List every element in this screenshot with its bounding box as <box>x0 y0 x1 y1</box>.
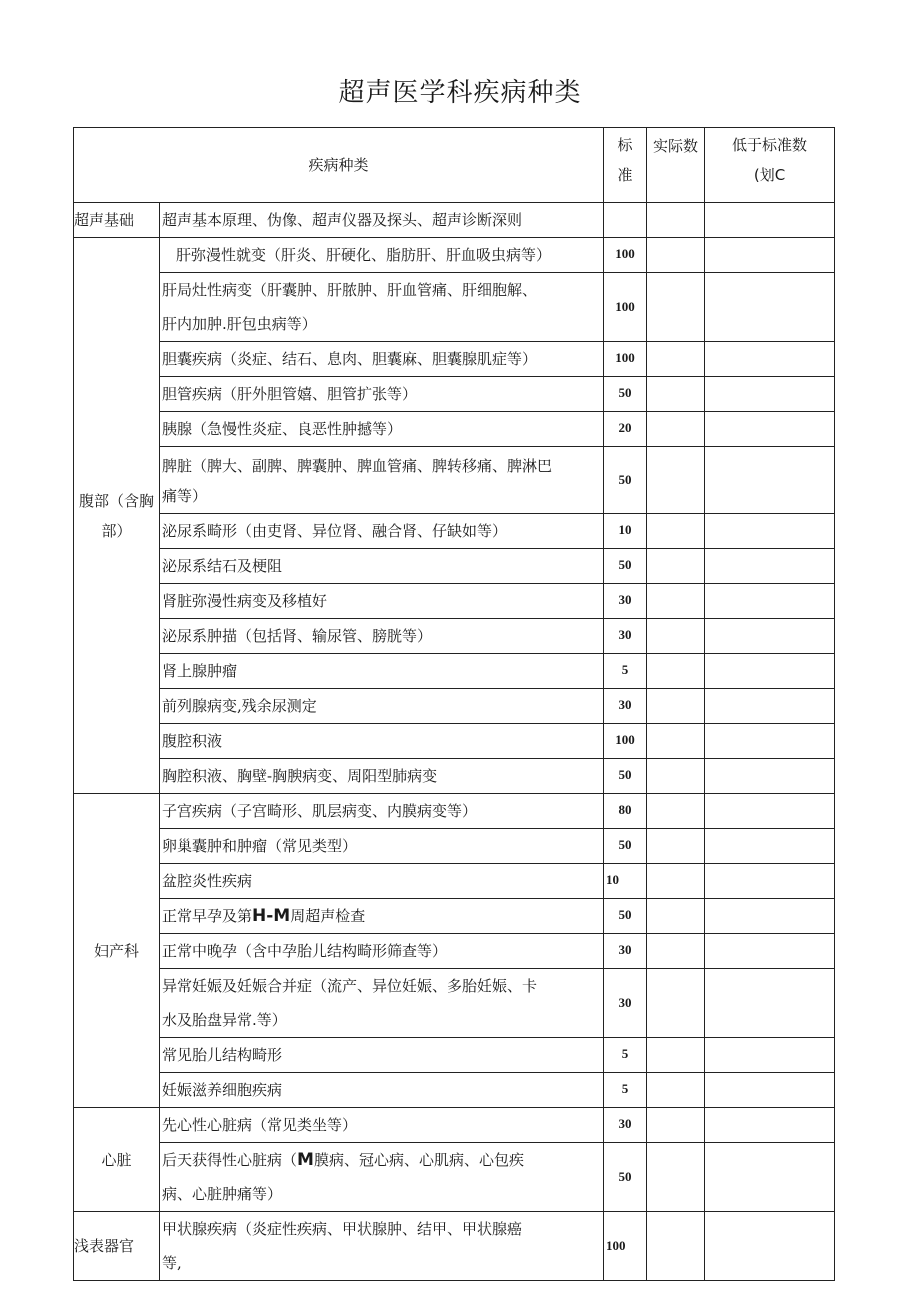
category-obgyn: 妇产科 <box>74 794 160 1108</box>
row-desc: 泌尿系肿描（包括肾、输尿管、膀胱等） <box>160 619 604 654</box>
table-row <box>74 203 835 238</box>
actual-cell[interactable] <box>647 238 705 273</box>
row-desc: 卵巢囊肿和肿瘤（常见类型） <box>160 829 604 864</box>
actual-cell[interactable] <box>647 1038 705 1073</box>
actual-cell[interactable] <box>647 203 705 238</box>
std-cell: 50 <box>604 1143 647 1212</box>
std-cell: 50 <box>604 759 647 794</box>
std-cell: 50 <box>604 899 647 934</box>
below-cell[interactable] <box>705 794 835 829</box>
row-desc: 泌尿系畸形（由吏肾、异位肾、融合肾、仔缺如等） <box>160 514 604 549</box>
actual-cell[interactable] <box>647 1073 705 1108</box>
std-cell: 10 <box>604 514 647 549</box>
std-cell: 30 <box>604 584 647 619</box>
actual-cell[interactable] <box>647 1108 705 1143</box>
std-cell: 30 <box>604 1108 647 1143</box>
below-cell[interactable] <box>705 549 835 584</box>
row-desc: 胆管疾病（肝外胆管嬉、胆管扩张等） <box>160 377 604 412</box>
row-desc: 常见胎儿结构畸形 <box>160 1038 604 1073</box>
actual-cell[interactable] <box>647 794 705 829</box>
table-row <box>74 584 835 619</box>
below-cell[interactable] <box>705 759 835 794</box>
actual-cell[interactable] <box>647 549 705 584</box>
row-desc: 泌尿系结石及梗阻 <box>160 549 604 584</box>
row-desc: 正常中晚孕（含中孕胎儿结构畸形筛查等） <box>160 934 604 969</box>
table-row <box>74 724 835 759</box>
below-cell[interactable] <box>705 934 835 969</box>
std-cell: 100 <box>604 342 647 377</box>
row-desc: 妊娠滋养细胞疾病 <box>160 1073 604 1108</box>
page-title: 超声医学科疾病种类 <box>338 78 582 108</box>
below-cell[interactable] <box>705 1108 835 1143</box>
below-cell[interactable] <box>705 619 835 654</box>
std-cell: 5 <box>604 1038 647 1073</box>
std-cell: 100 <box>604 273 647 342</box>
table-row <box>74 1212 835 1281</box>
below-cell[interactable] <box>705 724 835 759</box>
std-cell: 50 <box>604 377 647 412</box>
actual-cell[interactable] <box>647 447 705 514</box>
category-abdomen: 腹部（含胸 部） <box>74 238 160 794</box>
row-desc: 腹腔积液 <box>160 724 604 759</box>
std-cell: 50 <box>604 447 647 514</box>
actual-cell[interactable] <box>647 689 705 724</box>
below-cell[interactable] <box>705 203 835 238</box>
actual-cell[interactable] <box>647 969 705 1038</box>
table-row <box>74 447 835 514</box>
below-cell[interactable] <box>705 864 835 899</box>
below-cell[interactable] <box>705 829 835 864</box>
table-row <box>74 619 835 654</box>
below-cell[interactable] <box>705 342 835 377</box>
table-row <box>74 1038 835 1073</box>
row-desc: 胰腺（急慢性炎症、良恶性肿撼等） <box>160 412 604 447</box>
header-actual: 实际数 <box>647 128 705 203</box>
std-cell <box>604 203 647 238</box>
table-row <box>74 759 835 794</box>
header-below-standard: 低于标准数 (划C <box>705 128 835 203</box>
row-desc: 肾脏弥漫性病变及移植好 <box>160 584 604 619</box>
std-cell: 30 <box>604 934 647 969</box>
table-row <box>74 238 835 273</box>
row-desc: 前列腺病变,残余尿测定 <box>160 689 604 724</box>
row-desc: 脾脏（脾大、副脾、脾囊肿、脾血管痛、脾转移痛、脾淋巴 痛等） <box>160 447 604 514</box>
row-desc: 先心性心脏病（常见类坐等） <box>160 1108 604 1143</box>
row-desc: 肝局灶性病变（肝囊肿、肝脓肿、肝血管痛、肝细胞解、 肝内加肿.肝包虫病等） <box>160 273 604 342</box>
std-cell: 100 <box>604 1212 647 1281</box>
below-cell[interactable] <box>705 273 835 342</box>
below-cell[interactable] <box>705 1073 835 1108</box>
table-row <box>74 829 835 864</box>
actual-cell[interactable] <box>647 759 705 794</box>
row-desc: 甲状腺疾病（炎症性疾病、甲状腺肿、结甲、甲状腺癌 等, <box>160 1212 604 1281</box>
table-header-row <box>74 128 835 203</box>
std-cell: 30 <box>604 619 647 654</box>
row-desc: 盆腔炎性疾病 <box>160 864 604 899</box>
below-cell[interactable] <box>705 447 835 514</box>
below-cell[interactable] <box>705 412 835 447</box>
actual-cell[interactable] <box>647 412 705 447</box>
below-cell[interactable] <box>705 1212 835 1281</box>
table-row <box>74 1073 835 1108</box>
std-cell: 50 <box>604 549 647 584</box>
table-row <box>74 342 835 377</box>
actual-cell[interactable] <box>647 899 705 934</box>
below-cell[interactable] <box>705 238 835 273</box>
table-row <box>74 273 835 342</box>
below-cell[interactable] <box>705 584 835 619</box>
actual-cell[interactable] <box>647 584 705 619</box>
row-desc: 子宫疾病（子宫畸形、肌层病变、内膜病变等） <box>160 794 604 829</box>
row-desc: 胆囊疾病（炎症、结石、息肉、胆囊麻、胆囊腺肌症等） <box>160 342 604 377</box>
row-desc: 超声基本原理、伪像、超声仪器及探头、超声诊断深则 <box>160 203 604 238</box>
below-cell[interactable] <box>705 654 835 689</box>
std-cell: 30 <box>604 689 647 724</box>
table-row <box>74 514 835 549</box>
std-cell: 50 <box>604 829 647 864</box>
row-desc: 肾上腺肿瘤 <box>160 654 604 689</box>
actual-cell[interactable] <box>647 864 705 899</box>
below-cell[interactable] <box>705 899 835 934</box>
std-cell: 5 <box>604 1073 647 1108</box>
std-cell: 20 <box>604 412 647 447</box>
row-desc: 异常妊娠及妊娠合并症（流产、异位妊娠、多胎妊娠、卡 水及胎盘异常.等） <box>160 969 604 1038</box>
below-cell[interactable] <box>705 969 835 1038</box>
disease-table <box>73 127 835 1281</box>
table-row <box>74 549 835 584</box>
row-desc: 肝弥漫性就变（肝炎、肝硬化、脂肪肝、肝血吸虫病等） <box>160 238 604 273</box>
actual-cell[interactable] <box>647 1212 705 1281</box>
actual-cell[interactable] <box>647 619 705 654</box>
actual-cell[interactable] <box>647 342 705 377</box>
row-desc: 胸腔积液、胸壁-胸腴病变、周阳型肺病变 <box>160 759 604 794</box>
actual-cell[interactable] <box>647 377 705 412</box>
table-row <box>74 689 835 724</box>
actual-cell[interactable] <box>647 724 705 759</box>
below-cell[interactable] <box>705 1038 835 1073</box>
std-cell: 100 <box>604 238 647 273</box>
table-row <box>74 654 835 689</box>
table-row <box>74 969 835 1038</box>
category-superficial: 浅表器官 <box>74 1212 160 1281</box>
header-disease-type: 疾病种类 <box>74 128 604 203</box>
actual-cell[interactable] <box>647 654 705 689</box>
row-desc: 正常早孕及第H-M周超声检查 <box>160 899 604 934</box>
table-row <box>74 864 835 899</box>
below-cell[interactable] <box>705 689 835 724</box>
actual-cell[interactable] <box>647 514 705 549</box>
std-cell: 100 <box>604 724 647 759</box>
table-row <box>74 1143 835 1212</box>
table-row <box>74 377 835 412</box>
below-cell[interactable] <box>705 377 835 412</box>
std-cell: 80 <box>604 794 647 829</box>
row-desc: 后天获得性心脏病（M膜病、冠心病、心肌病、心包疾 病、心脏肿痛等） <box>160 1143 604 1212</box>
category-heart: 心脏 <box>74 1108 160 1212</box>
actual-cell[interactable] <box>647 273 705 342</box>
table-row <box>74 412 835 447</box>
std-cell: 10 <box>604 864 647 899</box>
header-standard: 标 准 <box>604 128 647 203</box>
actual-cell[interactable] <box>647 934 705 969</box>
table-row <box>74 1108 835 1143</box>
actual-cell[interactable] <box>647 829 705 864</box>
table-row <box>74 934 835 969</box>
below-cell[interactable] <box>705 514 835 549</box>
table-row <box>74 794 835 829</box>
std-cell: 30 <box>604 969 647 1038</box>
std-cell: 5 <box>604 654 647 689</box>
table-row <box>74 899 835 934</box>
actual-cell[interactable] <box>647 1143 705 1212</box>
category-basic: 超声基础 <box>74 203 160 238</box>
below-cell[interactable] <box>705 1143 835 1212</box>
